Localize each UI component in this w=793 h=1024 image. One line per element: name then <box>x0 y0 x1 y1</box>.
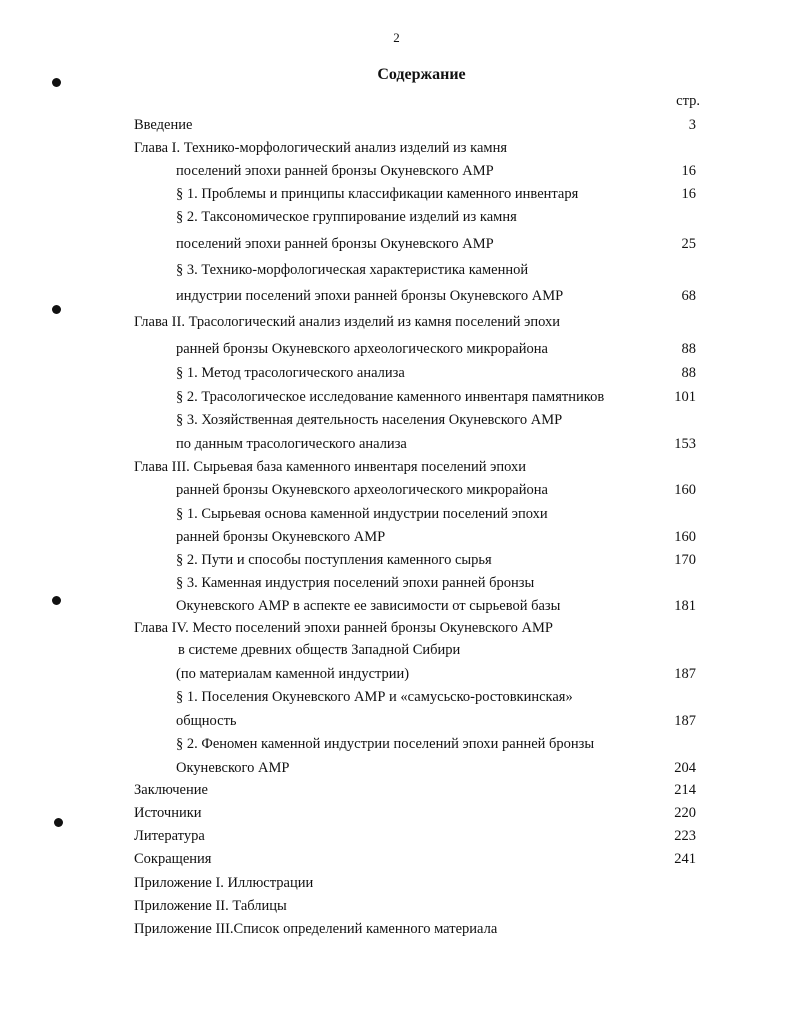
toc-entry-text: Глава II. Трасологический анализ изделий из камня поселений эпохи <box>134 314 560 330</box>
toc-entry-text: Глава IV. Место поселений эпохи ранней бронзы Окуневского АМР <box>134 620 553 636</box>
toc-entry-page: 187 <box>674 666 696 682</box>
toc-entry-text: Глава I. Технико-морфологический анализ изделий из камня <box>134 140 508 156</box>
toc-entry-page: 204 <box>674 760 696 776</box>
toc-entry-text: Приложение III.Список определений каменного материала <box>134 921 498 937</box>
toc-entry-text: Окуневского АМР в аспекте ее зависимости от сырьевой базы <box>176 598 561 614</box>
toc-entry-page: 187 <box>674 713 696 729</box>
toc-entry-page: 101 <box>674 389 696 405</box>
toc-entry-page: 16 <box>681 186 696 202</box>
toc-entry-text: § 1. Сырьевая основа каменной индустрии поселений эпохи <box>176 506 548 522</box>
punch-hole-mark <box>52 596 61 605</box>
toc-entry-text: Окуневского АМР <box>176 760 290 776</box>
toc-entry-page: 181 <box>674 598 696 614</box>
toc-entry-text: § 2. Трасологическое исследование каменного инвентаря памятников <box>176 389 605 405</box>
toc-entry-text: ранней бронзы Окуневского археологического микрорайона <box>176 482 548 498</box>
toc-entry-page: 241 <box>674 851 696 867</box>
toc-entry-page: 153 <box>674 436 696 452</box>
toc-entry-text: ранней бронзы Окуневского АМР <box>176 529 386 545</box>
page-title: Содержание <box>377 66 466 83</box>
toc-entry-text: § 2. Таксономическое группирование изделий из камня <box>176 209 517 225</box>
toc-entry-page: 68 <box>681 288 696 304</box>
toc-entry-text: в системе древних обществ Западной Сибири <box>178 642 461 658</box>
toc-entry-text: по данным трасологического анализа <box>176 436 407 452</box>
toc-entry-page: 170 <box>674 552 696 568</box>
toc-entry-page: 25 <box>681 236 696 252</box>
toc-entry-text: Сокращения <box>134 851 212 867</box>
toc-entry-text: Приложение I. Иллюстрации <box>134 875 314 891</box>
toc-entry-text: Глава III. Сырьевая база каменного инвентаря поселений эпохи <box>134 459 527 475</box>
toc-entry-page: 214 <box>674 782 696 798</box>
toc-entry-text: (по материалам каменной индустрии) <box>176 666 410 682</box>
toc-entry-text: § 2. Пути и способы поступления каменного сырья <box>176 552 492 568</box>
toc-entry-page: 220 <box>674 805 696 821</box>
toc-entry-page: 223 <box>674 828 696 844</box>
toc-entry-text: Литература <box>134 828 205 844</box>
toc-entry-text: общность <box>176 713 237 729</box>
page-number: 2 <box>393 30 400 45</box>
toc-entry-text: § 1. Поселения Окуневского АМР и «самусьско-ростовкинская» <box>176 689 573 705</box>
toc-entry-page: 3 <box>688 117 696 133</box>
toc-entry-text: § 1. Проблемы и принципы классификации каменного инвентаря <box>176 186 579 202</box>
toc-entry-text: поселений эпохи ранней бронзы Окуневского АМР <box>176 163 494 179</box>
toc-entry-text: § 3. Каменная индустрия поселений эпохи ранней бронзы <box>176 575 535 591</box>
toc-entry-page: 160 <box>674 529 696 545</box>
punch-hole-mark <box>52 78 61 87</box>
toc-entry-page: 88 <box>681 365 696 381</box>
toc-entry-text: Приложение II. Таблицы <box>134 898 287 914</box>
toc-entry-page: 160 <box>674 482 696 498</box>
toc-entry-text: поселений эпохи ранней бронзы Окуневского АМР <box>176 236 494 252</box>
toc-entry-text: § 1. Метод трасологического анализа <box>176 365 405 381</box>
toc-entry-text: индустрии поселений эпохи ранней бронзы Окуневского АМР <box>176 288 564 304</box>
page-column-header: стр. <box>676 93 700 109</box>
toc-entry-text: Заключение <box>134 782 208 798</box>
punch-hole-mark <box>54 818 63 827</box>
toc-entry-text: § 2. Феномен каменной индустрии поселений эпохи ранней бронзы <box>176 736 595 752</box>
toc-entry-page: 16 <box>681 163 696 179</box>
toc-entry-text: Введение <box>134 117 193 133</box>
toc-entry-text: Источники <box>134 805 202 821</box>
toc-entry-text: ранней бронзы Окуневского археологического микрорайона <box>176 341 548 357</box>
toc-entry-text: § 3. Технико-морфологическая характеристика каменной <box>176 262 529 278</box>
toc-entry-page: 88 <box>681 341 696 357</box>
toc-entry-text: § 3. Хозяйственная деятельность населения Окуневского АМР <box>176 412 563 428</box>
punch-hole-mark <box>52 305 61 314</box>
